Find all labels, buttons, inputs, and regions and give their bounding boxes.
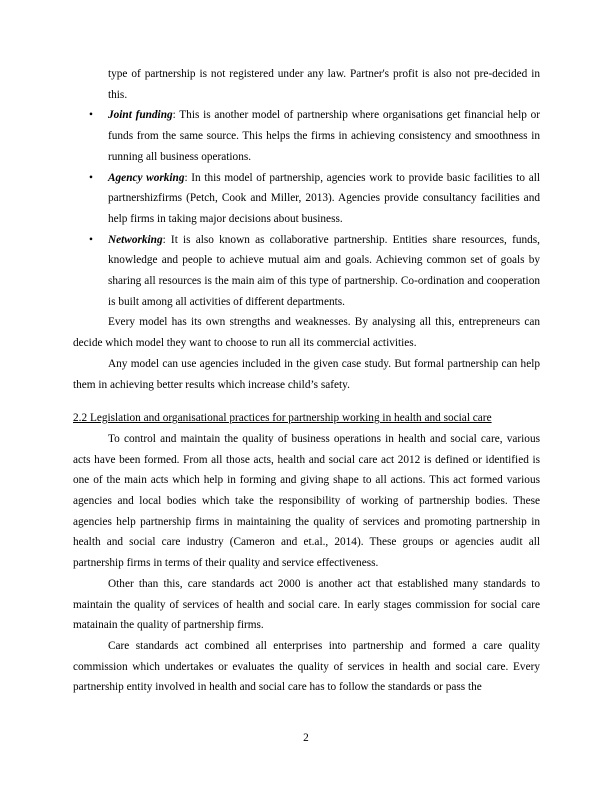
bullet-icon: • [89,233,93,246]
bullet-text: : It is also known as collaborative partnership. Entities share resources, funds, knowledge and people to achieve mutual aim and goals. Achieving common set of goals by sharing all resources is the main aim of this type of partnership. Co-ordination and cooperation is built among all activities of different departments. [108,233,540,308]
page-number: 2 [303,732,309,744]
bullet-term: Joint funding [108,109,173,122]
body-paragraph: Any model can use agencies included in the given case study. But formal partnership can help them in achieving better results which increase child’s safety. [73,357,540,391]
list-item [89,105,540,167]
bullet-icon: • [89,171,93,184]
list-item [89,168,540,230]
bullet-term: Agency working [108,171,185,184]
bullet-term: Networking [108,233,163,246]
body-paragraph: Every model has its own strengths and weaknesses. By analysing all this, entrepreneurs can decide which model they want to choose to run all its commercial activities. [73,316,540,350]
page-body [73,64,540,698]
partnership-models-list [73,105,540,312]
continued-paragraph: type of partnership is not registered under any law. Partner's profit is also not pre-decided in this. [108,68,540,101]
body-paragraph: Other than this, care standards act 2000 is another act that established many standards to maintain the quality of services of health and social care. In early stages commission for social care matainain the quality of partnership firms. [73,577,540,632]
list-item [89,230,540,313]
bullet-icon: • [89,109,93,122]
body-paragraph: To control and maintain the quality of business operations in health and social care, various acts have been formed. From all those acts, health and social care act 2012 is defined or identified is one of the main acts which help in forming and giving shape to all actions. This act formed various agencies and local bodies which take the responsibility of working of partnership bodies. These agencies help partnership firms in maintaining the quality of services and promoting partnership in health and social care industry (Cameron and et.al., 2014). These groups or agencies audit all partnership firms in terms of their quality and service effectiveness. [73,432,540,570]
bullet-text: : This is another model of partnership where organisations get financial help or funds from the same source. This helps the firms in achieving consistency and smoothness in running all business operations. [108,109,540,163]
section-heading: 2.2 Legislation and organisational practices for partnership working in health and social care [73,412,492,425]
body-paragraph: Care standards act combined all enterprises into partnership and formed a care quality commission which undertakes or evaluates the quality of services in health and social care. Every partnership entity involved in health and social care has to follow the standards or pass the [73,639,540,694]
bullet-text: : In this model of partnership, agencies work to provide basic facilities to all partnershizfirms (Petch, Cook and Miller, 2013). Agencies provide consultancy facilities and help firms in taking major decisions about business. [108,171,540,225]
